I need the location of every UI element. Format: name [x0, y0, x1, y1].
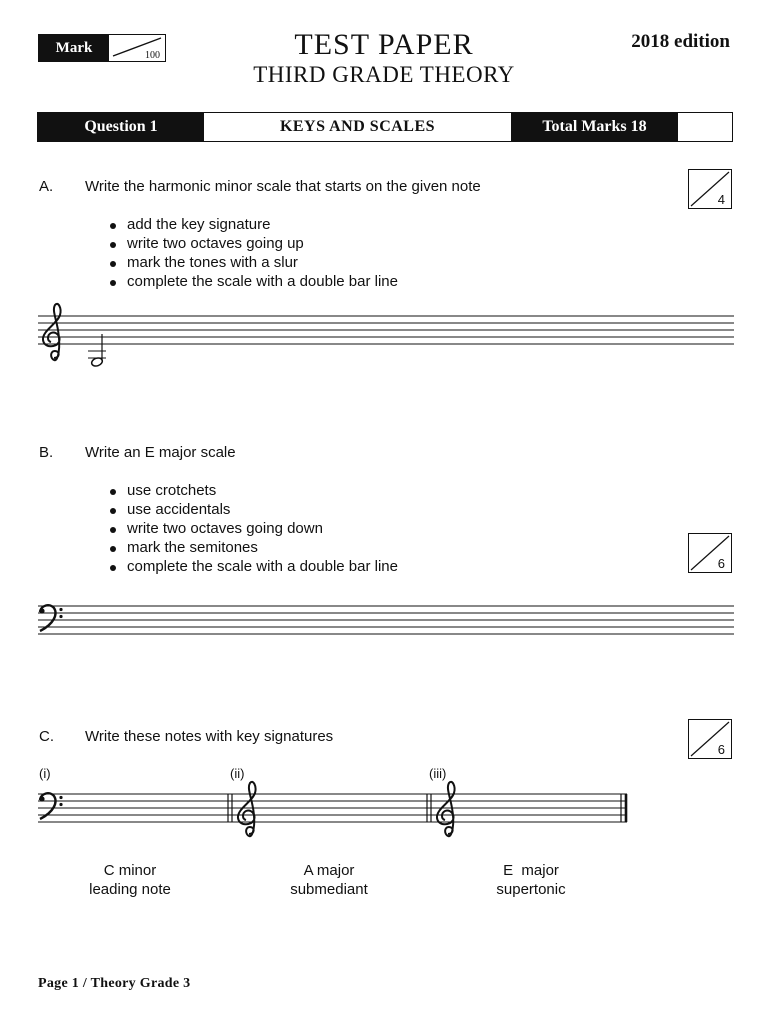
treble-clef-icon	[43, 304, 61, 360]
bullet-item: mark the semitones	[105, 538, 398, 557]
item-iii-degree: supertonic	[496, 881, 566, 898]
edition-label: 2018 edition	[631, 31, 730, 52]
section-c-instruction: Write these notes with key signatures	[85, 728, 334, 745]
bullet-item: complete the scale with a double bar line	[105, 272, 398, 291]
section-a-letter: A.	[39, 178, 54, 195]
section-a-bullets	[105, 215, 398, 291]
total-marks: Total Marks 18	[511, 113, 678, 141]
section-a-mark-box[interactable]	[688, 169, 732, 209]
section-c-mark-box[interactable]	[688, 719, 732, 759]
page-footer: Page 1 / Theory Grade 3	[38, 976, 191, 991]
item-ii-label	[259, 861, 399, 899]
treble-clef-icon	[238, 782, 256, 836]
section-b-instruction: Write an E major scale	[85, 444, 236, 461]
bullet-item: mark the tones with a slur	[105, 253, 398, 272]
staff-b[interactable]	[0, 598, 768, 644]
section-c-marks: 6	[717, 742, 725, 757]
section-b-mark-box[interactable]	[688, 533, 732, 573]
section-b-letter: B.	[39, 444, 54, 461]
section-c-letter: C.	[39, 728, 54, 745]
item-i-degree: leading note	[89, 881, 171, 898]
item-i-number: (i)	[39, 766, 51, 781]
mark-total: 100	[145, 50, 160, 61]
treble-clef-icon	[437, 782, 455, 836]
staff-a[interactable]	[0, 300, 768, 380]
bullet-item: use accidentals	[105, 500, 398, 519]
bullet-item: complete the scale with a double bar line	[105, 557, 398, 576]
question-topic: KEYS AND SCALES	[279, 118, 436, 135]
section-a-marks: 4	[717, 192, 725, 207]
item-iii-number: (iii)	[429, 766, 447, 781]
item-ii-number: (ii)	[230, 766, 245, 781]
section-b-bullets	[105, 481, 398, 576]
question-bar	[37, 112, 733, 142]
bullet-item: add the key signature	[105, 215, 398, 234]
page-title: TEST PAPER	[294, 28, 474, 61]
item-iii-label	[461, 861, 601, 899]
item-i-key: C minor	[103, 862, 157, 879]
bullet-item: write two octaves going down	[105, 519, 398, 538]
question-number: Question 1	[38, 113, 204, 141]
section-a-instruction: Write the harmonic minor scale that starts on the given note	[85, 178, 481, 195]
page-subtitle: THIRD GRADE THEORY	[253, 62, 515, 87]
item-ii-key: A major	[303, 862, 355, 879]
total-marks-field[interactable]	[678, 113, 732, 141]
bullet-item: use crotchets	[105, 481, 398, 500]
staff-c[interactable]	[0, 780, 768, 840]
item-ii-degree: submediant	[290, 881, 368, 898]
bullet-item: write two octaves going up	[105, 234, 398, 253]
item-i-label	[60, 861, 200, 899]
given-note	[88, 334, 106, 367]
section-b-marks: 6	[717, 556, 725, 571]
mark-label: Mark	[39, 35, 109, 61]
item-iii-key: E major	[503, 862, 559, 879]
